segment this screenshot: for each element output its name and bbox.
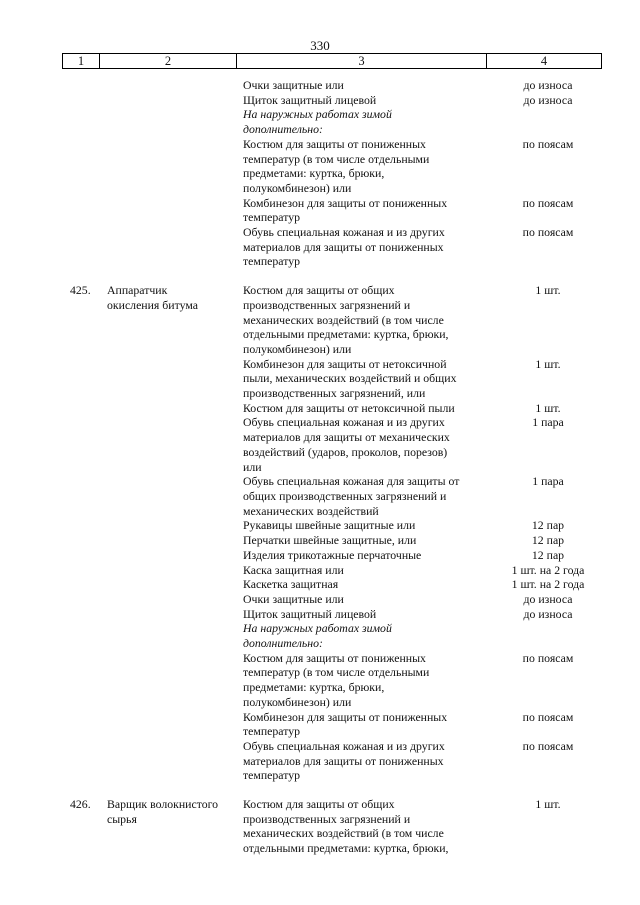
table-body bbox=[0, 78, 640, 856]
ppe-item-text: Перчатки швейные защитные, или bbox=[243, 533, 417, 548]
ppe-item-quantity: по поясам bbox=[522, 136, 574, 151]
ppe-item-quantity: до износа bbox=[523, 591, 573, 606]
row-number: 425. bbox=[70, 283, 91, 298]
list-item bbox=[243, 400, 561, 416]
ppe-item-quantity: по поясам bbox=[522, 225, 574, 240]
ppe-item-quantity: до износа bbox=[523, 92, 573, 107]
row-number: 426. bbox=[70, 797, 91, 812]
ppe-item-text: Комбинезон для защиты от пониженных температур bbox=[243, 195, 448, 225]
ppe-item-quantity: по поясам bbox=[522, 709, 574, 724]
ppe-list bbox=[243, 78, 640, 269]
ppe-item-quantity: 1 шт. на 2 года bbox=[511, 577, 585, 592]
table-row bbox=[0, 283, 640, 783]
ppe-item-text: Костюм для защиты от пониженных температур (в том числе отдельными предметами: куртка, брюки, полукомбинезон) или bbox=[243, 136, 430, 195]
header-col-1: 1 bbox=[77, 54, 85, 68]
ppe-item-text: Щиток защитный лицевой bbox=[243, 606, 377, 621]
list-item bbox=[243, 591, 573, 607]
list-item bbox=[243, 136, 574, 196]
ppe-item-text: Костюм для защиты от пониженных температур (в том числе отдельными предметами: куртка, брюки, полукомбинезон) или bbox=[243, 650, 430, 709]
ppe-item-text: Обувь специальная кожаная и из других материалов для защиты от пониженных температур bbox=[243, 738, 445, 783]
ppe-item-text: Очки защитные или bbox=[243, 78, 344, 92]
list-item bbox=[243, 356, 561, 401]
section-gap bbox=[0, 269, 640, 283]
ppe-item-quantity: 1 шт. bbox=[535, 283, 561, 298]
list-item bbox=[243, 797, 561, 856]
ppe-item-quantity: 1 шт. bbox=[535, 356, 561, 371]
list-item bbox=[243, 562, 585, 578]
list-item bbox=[243, 225, 574, 269]
list-item bbox=[243, 415, 564, 474]
list-item bbox=[243, 283, 561, 357]
ppe-item-text: Каскетка защитная bbox=[243, 577, 339, 592]
ppe-item-text: Изделия трикотажные перчаточные bbox=[243, 547, 422, 562]
ppe-item-text: На наружных работах зимой дополнительно: bbox=[243, 107, 392, 137]
ppe-item-quantity: 1 пара bbox=[532, 474, 564, 489]
ppe-item-quantity: по поясам bbox=[522, 650, 574, 665]
list-item bbox=[243, 533, 565, 548]
ppe-item-text: Костюм для защиты от общих производственных загрязнений и механических воздействий (в том числе отдельными предметами: куртка, брюки, полукомбинезон) или bbox=[243, 283, 449, 356]
ppe-item-quantity: 1 шт. bbox=[535, 797, 561, 812]
ppe-item-quantity: 1 шт. bbox=[535, 400, 561, 415]
list-item bbox=[243, 547, 565, 563]
list-item bbox=[243, 650, 574, 710]
ppe-item-text: Щиток защитный лицевой bbox=[243, 92, 377, 107]
header-col-3: 3 bbox=[358, 54, 365, 68]
ppe-item-quantity: по поясам bbox=[522, 195, 574, 210]
list-item bbox=[243, 518, 565, 533]
ppe-item-text: Обувь специальная кожаная и из других материалов для защиты от механических воздействий (ударов, проколов, порезов) или bbox=[243, 415, 450, 474]
ppe-item-text: Костюм для защиты от общих производственных загрязнений и механических воздействий (в том числе отдельными предметами: куртка, брюки, bbox=[243, 797, 449, 856]
ppe-item-text: Каска защитная или bbox=[243, 562, 344, 577]
ppe-list bbox=[243, 797, 640, 856]
ppe-item-quantity: 12 пар bbox=[531, 547, 565, 562]
list-item bbox=[243, 195, 574, 225]
list-item bbox=[243, 78, 573, 93]
table-row bbox=[0, 797, 640, 856]
ppe-item-text: Очки защитные или bbox=[243, 591, 344, 606]
ppe-item-text: Обувь специальная кожаная и из других материалов для защиты от пониженных температур bbox=[243, 225, 445, 269]
list-item bbox=[243, 92, 573, 108]
list-item bbox=[243, 577, 585, 592]
ppe-item-quantity: по поясам bbox=[522, 738, 574, 753]
page-number: 330 bbox=[310, 38, 330, 53]
list-item bbox=[243, 474, 564, 518]
ppe-item-quantity: 12 пар bbox=[531, 533, 565, 548]
header-col-4: 4 bbox=[540, 54, 548, 68]
list-item bbox=[243, 738, 574, 783]
list-item bbox=[243, 621, 493, 650]
list-item bbox=[243, 606, 573, 622]
profession-name: Варщик волокнистого сырья bbox=[107, 797, 219, 826]
ppe-item-text: Обувь специальная кожаная для защиты от общих производственных загрязнений и механических воздействий bbox=[243, 474, 460, 518]
section-gap bbox=[0, 783, 640, 797]
ppe-item-quantity: 12 пар bbox=[531, 518, 565, 533]
ppe-item-quantity: 1 шт. на 2 года bbox=[511, 562, 585, 577]
profession-name: Аппаратчик окисления битума bbox=[107, 283, 198, 312]
table-header bbox=[62, 53, 602, 69]
ppe-item-quantity: до износа bbox=[523, 606, 573, 621]
ppe-item-text: Комбинезон для защиты от нетоксичной пыли, механических воздействий и общих производственных загрязнений, или bbox=[243, 356, 457, 401]
ppe-item-text: Комбинезон для защиты от пониженных температур bbox=[243, 709, 448, 739]
table-row bbox=[0, 78, 640, 269]
list-item bbox=[243, 709, 574, 739]
ppe-item-quantity: до износа bbox=[523, 78, 573, 92]
ppe-list bbox=[243, 283, 640, 783]
header-col-2: 2 bbox=[164, 54, 172, 68]
list-item bbox=[243, 107, 493, 136]
ppe-item-text: Рукавицы швейные защитные или bbox=[243, 518, 416, 533]
ppe-item-text: На наружных работах зимой дополнительно: bbox=[243, 621, 392, 651]
ppe-item-text: Костюм для защиты от нетоксичной пыли bbox=[243, 400, 455, 415]
ppe-item-quantity: 1 пара bbox=[532, 415, 564, 430]
